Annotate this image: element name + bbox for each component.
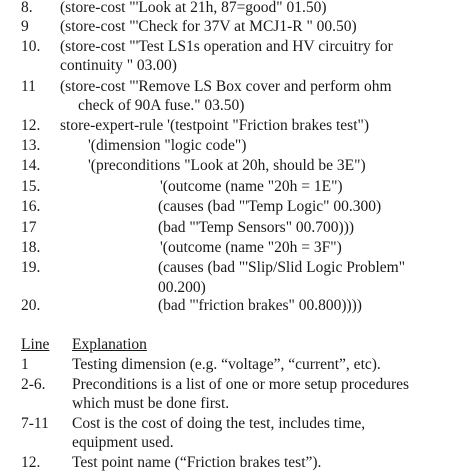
code-line-text: '(preconditions "Look at 20h, should be 3E")	[88, 157, 366, 174]
code-line-text: '(dimension "logic code")	[88, 137, 247, 154]
code-line-text: (store-cost "'Remove LS Box cover and perform ohm	[60, 78, 392, 95]
code-line-number: 11	[21, 78, 36, 95]
code-line-text: 00.200)	[158, 279, 206, 296]
explanation-text: equipment used.	[72, 434, 174, 451]
code-line-number: 16.	[21, 198, 41, 215]
code-line-number: 12.	[21, 117, 41, 134]
explanation-text: Test point name (“Friction brakes test”).	[72, 453, 322, 471]
explanation-line-number: 7-11	[21, 414, 49, 432]
code-line-number: 18.	[21, 239, 41, 256]
code-line-text: '(outcome (name "20h = 1E")	[160, 178, 343, 195]
explanation-line-number: 1	[21, 356, 29, 373]
code-line-number: 10.	[21, 38, 41, 55]
code-line-text: (store-cost "'Check for 37V at MCJ1-R " 00.50)	[60, 18, 357, 35]
explanation-text: Cost is the cost of doing the test, includes time,	[72, 414, 366, 432]
code-line-number: 15.	[21, 178, 41, 195]
code-line-text: continuity " 03.00)	[60, 57, 177, 74]
code-line-text: (store-cost "'Test LS1s operation and HV circuitry for	[60, 38, 393, 55]
code-line-text: (bad "'friction brakes" 00.800))))	[158, 297, 362, 314]
code-line-text: (causes (bad "'Temp Logic" 00.300)	[158, 198, 382, 215]
code-line-number: 20.	[21, 297, 41, 314]
code-line-text: check of 90A fuse." 03.50)	[78, 97, 245, 114]
code-line-text: (store-cost "'Look at 21h, 87=good" 01.50)	[60, 0, 327, 16]
code-line-text: '(outcome (name "20h = 3F")	[160, 239, 342, 256]
code-line-number: 19.	[21, 259, 41, 276]
header-line: Line	[21, 336, 50, 353]
code-line-number: 9	[21, 18, 29, 35]
explanation-line-number: 2-6.	[21, 375, 46, 393]
code-line-number: 14.	[21, 157, 41, 174]
code-line-number: 13.	[21, 137, 41, 154]
header-explanation: Explanation	[72, 336, 147, 353]
code-line-number: 17	[21, 219, 37, 236]
explanation-text: which must be done first.	[72, 395, 230, 412]
code-line-number: 8.	[21, 0, 33, 16]
code-line-text: (bad "'Temp Sensors" 00.700)))	[158, 219, 355, 236]
explanation-text: Preconditions is a list of one or more setup procedures	[72, 375, 410, 393]
explanation-line-number: 12.	[21, 453, 41, 471]
code-line-text: (causes (bad "'Slip/Slid Logic Problem"	[158, 259, 406, 276]
code-line-text: store-expert-rule '(testpoint "Friction brakes test")	[60, 117, 369, 134]
explanation-text: Testing dimension (e.g. “voltage”, “current”, etc).	[72, 356, 381, 373]
